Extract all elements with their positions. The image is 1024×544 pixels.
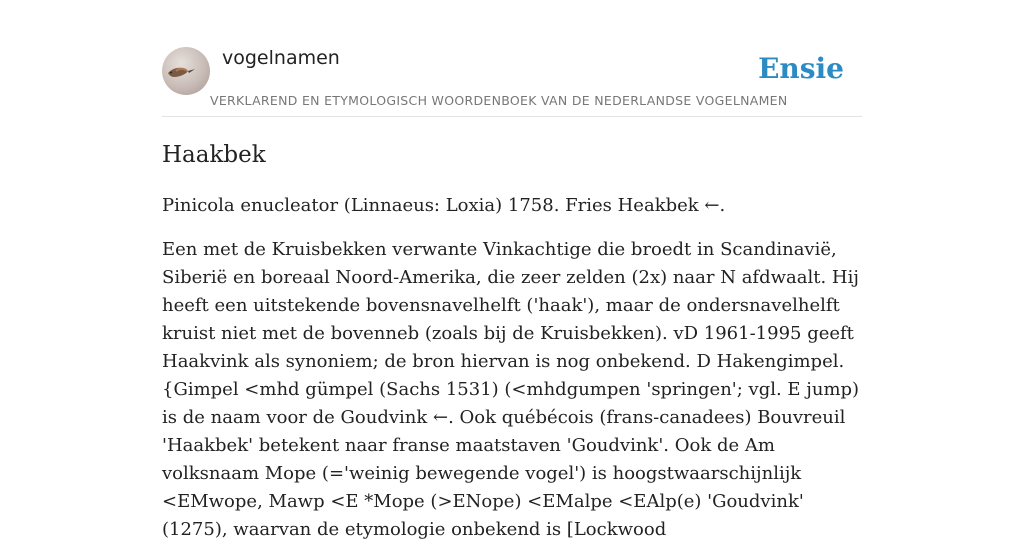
site-avatar[interactable]	[162, 47, 210, 95]
entry-body: Een met de Kruisbekken verwante Vinkachtige die broedt in Scandinavië, Siberië en boreaal Noord-Amerika, die zeer zelden (2x) naar N afdwaalt. Hij heeft een uitstekende bovensnavelhelft ('haak'), maar de ondersnavelhelft kruist niet met de bovenneb (zoals bij de Kruisbekken). vD 1961-1995 geeft Haakvink als synoniem; de bron hiervan is nog onbekend. D Hakengimpel. {Gimpel <mhd gümpel (Sachs 1531) (<mhdgumpen 'springen'; vgl. E jump) is de naam voor de Goudvink ←. Ook québécois (frans-canadees) Bouvreuil 'Haakbek' betekent naar franse maatstaven 'Goudvink'. Ook de Am volksnaam Mope (='weinig bewegende vogel') is hoogstwaarschijnlijk <EMwope, Mawp <E *Mope (>ENope) <EMalpe <EAlp(e) 'Goudvink' (1275), waarvan de etymologie onbekend is [Lockwood	[162, 239, 860, 540]
site-header	[162, 46, 862, 117]
ensie-logo[interactable]: Ensie	[758, 52, 844, 85]
site-name[interactable]: vogelnamen	[222, 47, 340, 69]
entry-content	[162, 140, 862, 544]
entry-lead: Pinicola enucleator (Linnaeus: Loxia) 1758. Fries Heakbek ←.	[162, 195, 726, 216]
bird-icon	[162, 47, 210, 95]
site-subtitle: VERKLAREND EN ETYMOLOGISCH WOORDENBOEK VAN DE NEDERLANDSE VOGELNAMEN	[210, 93, 788, 108]
entry-title: Haakbek	[162, 142, 266, 168]
